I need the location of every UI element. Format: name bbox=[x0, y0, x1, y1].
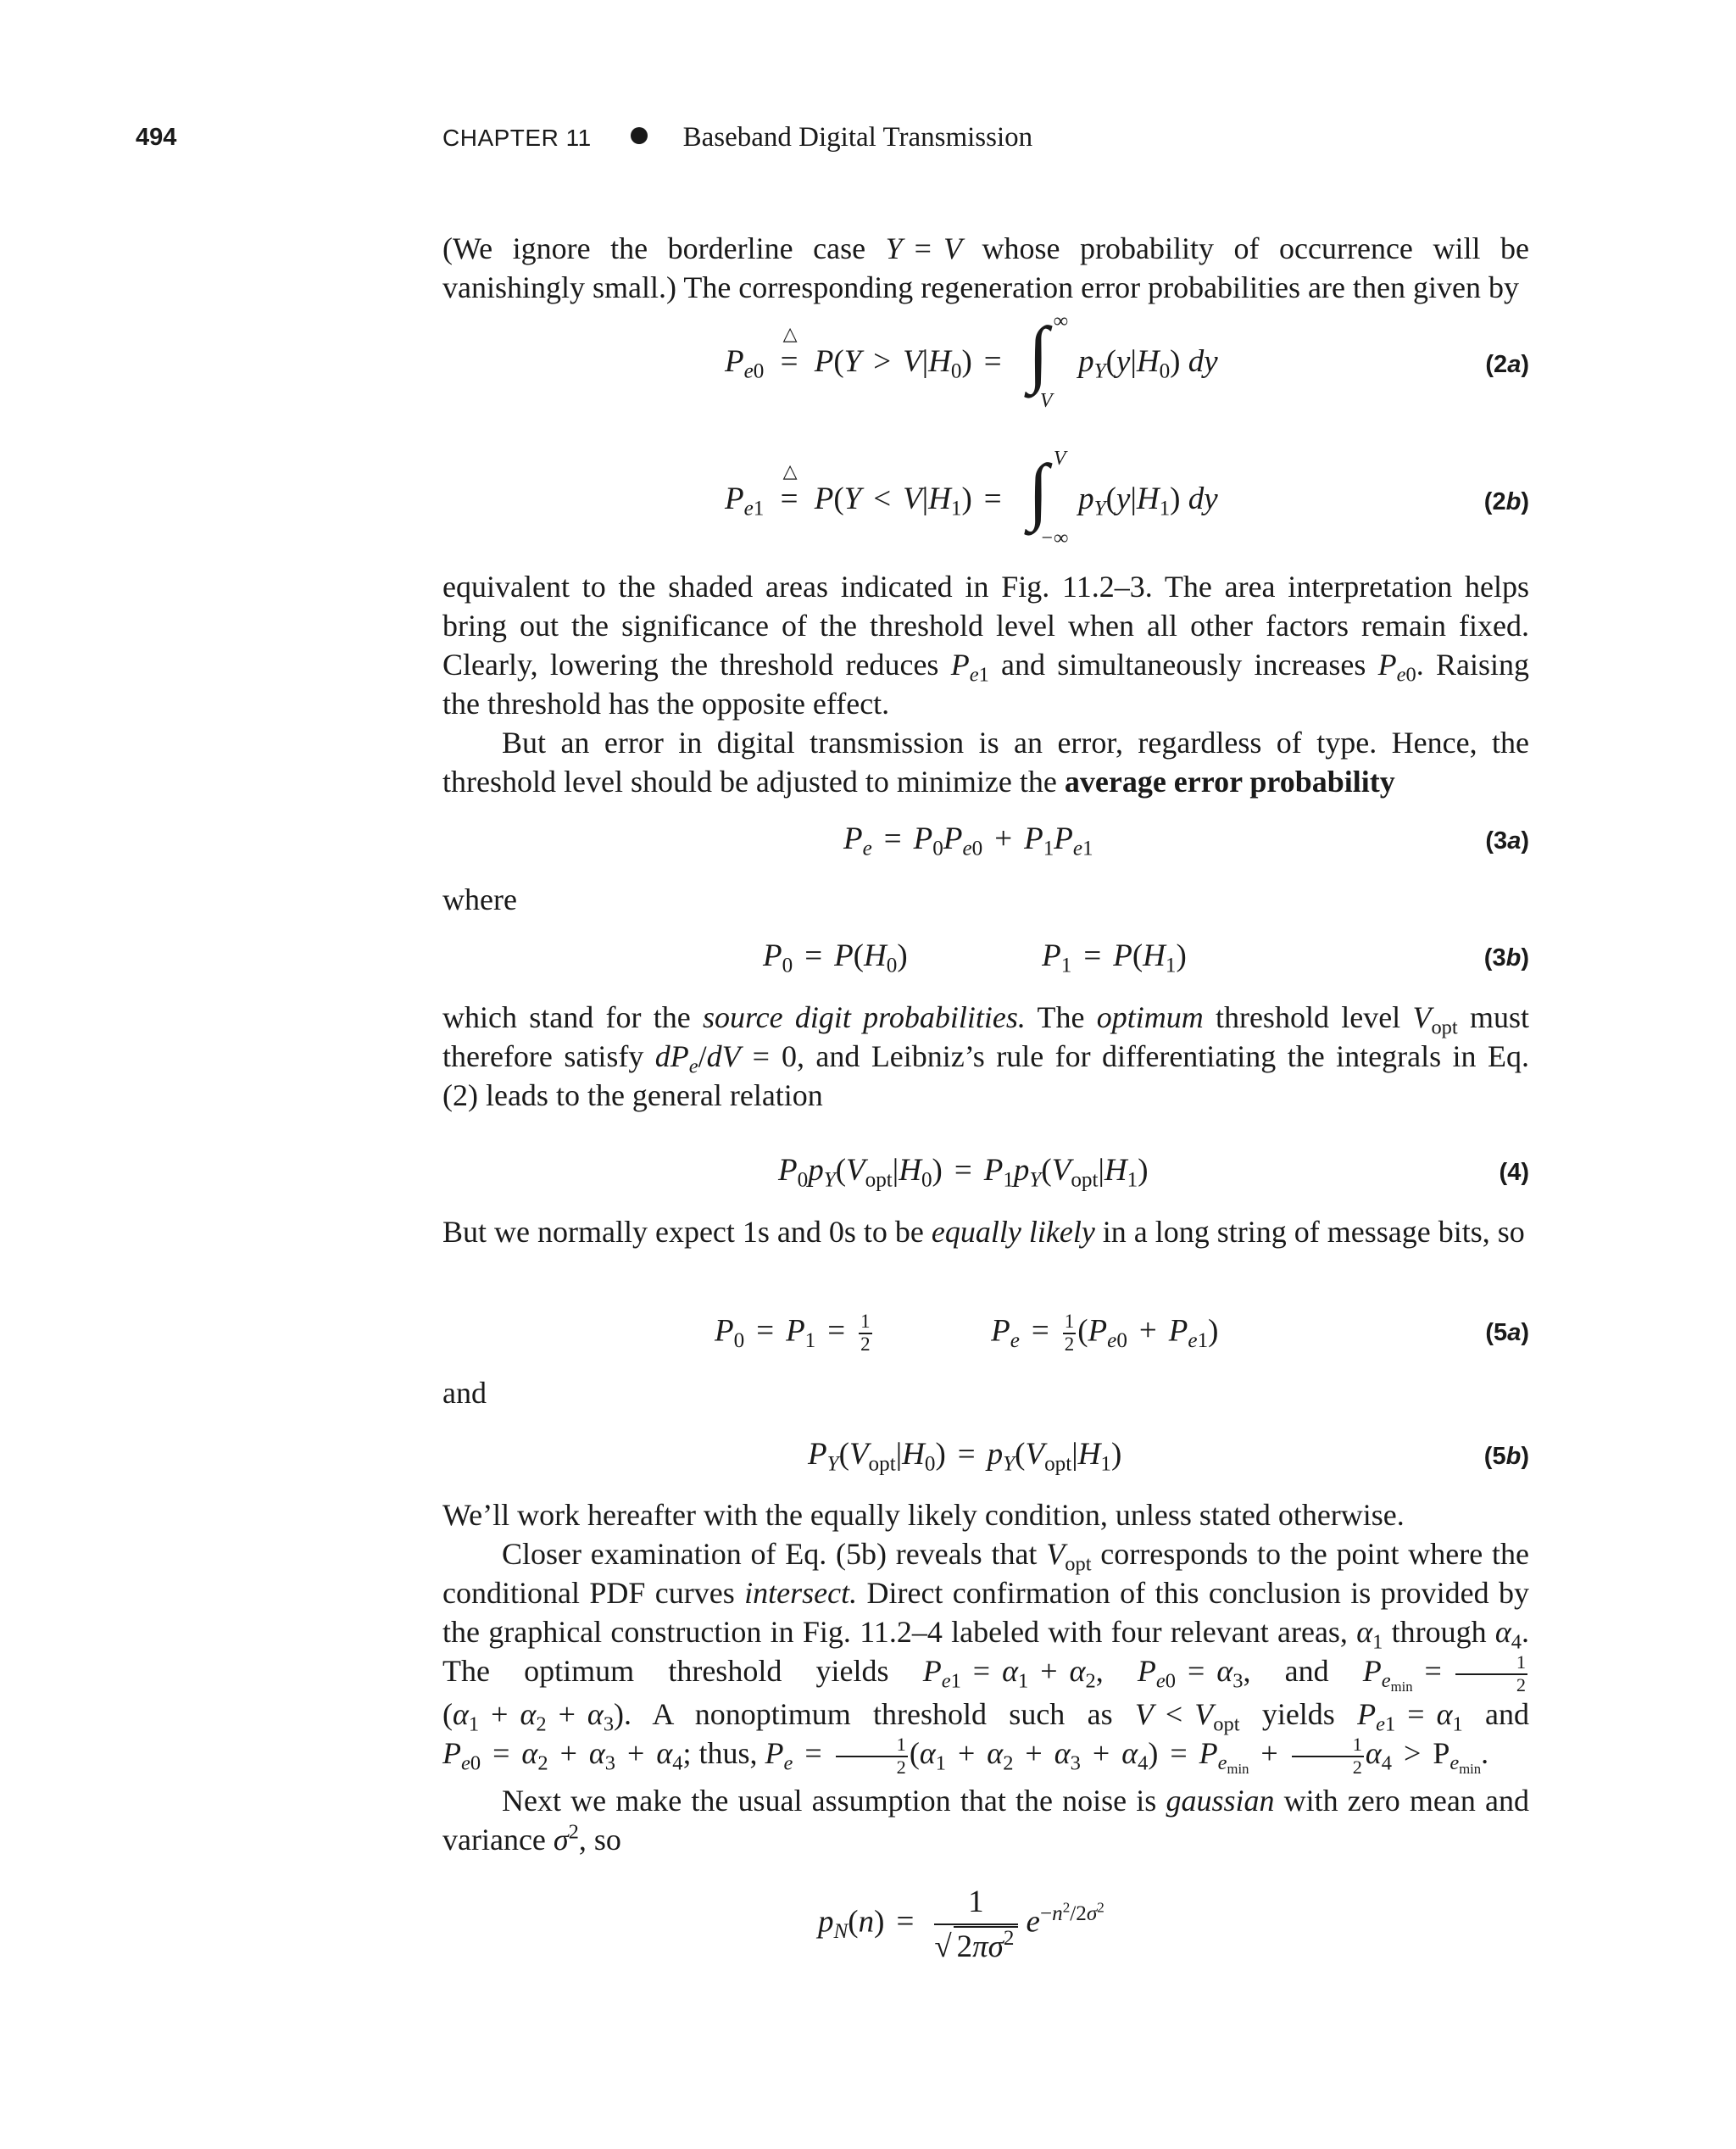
equation-3a: $P_e = P_0P_{e0} + P_1P_{e1}$ bbox=[843, 821, 1093, 860]
equation-number-3b: (3b) bbox=[1483, 944, 1529, 972]
page-number: 494 bbox=[136, 124, 177, 151]
equation-number-3a: (3a) bbox=[1485, 827, 1529, 855]
where-label: where bbox=[442, 882, 517, 916]
paragraph-area-interpretation: equivalent to the shaded areas indicated in Fig. 11.2–3. The area interpretation helps bring out the significance of the threshold level when all other factors remain fixed. Clearly, lowering the threshold reduces $P_{e1}$ and simultaneously increases $P_{e0}$. Raising the threshold has the opposite effect. bbox=[442, 570, 1529, 721]
equation-gaussian-pdf: $p_N(n)$ = $\frac{1}{√ 2\pi\sigma^2}$ $e^{-n^2/2\sigma^2}$ bbox=[818, 1885, 1104, 1964]
equation-3b: $P_0 = P(H_0) P_1 = P(H_1)$ bbox=[763, 938, 1187, 977]
equation-2b: $P_{e1}$ △ = $P(Y < V|H_1)$ = ∫ V −∞ $p_Y(y|H_1)$ dy bbox=[725, 447, 1218, 549]
paragraph-intro: (We ignore the borderline case Y = V whose probability of occurrence will be vanishingly small.) The corresponding regeneration error probabilities are then given by bbox=[442, 231, 1529, 304]
equation-5a: $P_0 = P_1$ = $\frac{1}{2}$ $P_e$ = $\frac{1}{2}$ $(P_{e0} + P_{e1})$ bbox=[715, 1311, 1219, 1355]
paragraph-average-error: But an error in digital transmission is an error, regardless of type. Hence, the threshold level should be adjusted to minimize the average error probability bbox=[442, 726, 1529, 799]
equation-2a: $P_{e0}$ △ = $P(Y > V|H_0)$ = ∫ ∞ V $p_Y(y|H_0)$ dy bbox=[725, 309, 1218, 412]
equation-4: $P_0p_Y(V_{opt}|H_0) = P_1p_Y(V_{opt}|H_1)$ bbox=[778, 1153, 1149, 1192]
bullet-icon bbox=[631, 127, 648, 144]
equation-number-5b: (5b) bbox=[1483, 1443, 1529, 1470]
running-head bbox=[442, 122, 1032, 153]
paragraph-source-digit: which stand for the source digit probabilities. The optimum threshold level $V_{opt}$ must therefore satisfy $dP_e/dV = 0$, and Leibniz’s rule for differentiating the integrals in Eq. (2) leads to the general relation bbox=[442, 1000, 1529, 1112]
equation-number-2a: (2a) bbox=[1485, 351, 1529, 378]
equation-number-4: (4) bbox=[1499, 1159, 1529, 1186]
equation-5b: $P_Y(V_{opt}|H_0) = p_Y(V_{opt}|H_1)$ bbox=[808, 1437, 1122, 1476]
paragraph-hereafter: We’ll work hereafter with the equally likely condition, unless stated otherwise. bbox=[442, 1498, 1405, 1532]
and-label: and bbox=[442, 1376, 487, 1410]
chapter-label: CHAPTER 11 bbox=[442, 125, 592, 151]
equation-number-5a: (5a) bbox=[1485, 1319, 1529, 1346]
paragraph-gaussian: Next we make the usual assumption that the noise is gaussian with zero mean and variance $\sigma^2$, so bbox=[442, 1784, 1530, 1857]
paragraph-equally-likely: But we normally expect 1s and 0s to be equally likely in a long string of message bits, so bbox=[442, 1215, 1525, 1249]
equation-number-2b: (2b) bbox=[1483, 488, 1529, 515]
chapter-title: Baseband Digital Transmission bbox=[682, 122, 1033, 153]
paragraph-intersect: Closer examination of Eq. (5b) reveals that $V_{opt}$ corresponds to the point where the conditional PDF curves intersect. Direct confirmation of this conclusion is provided by the graphical construction in Fig. 11.2–4 labeled with four relevant areas, $\alpha_1$ through $\alpha_4$. The optimum threshold yields $P_{e1} = \alpha_1 + \alpha_2$, $P_{e0} = \alpha_3$, and $P_{e_{min}}$ = $\frac{1}{2}$ $(\alpha_1 + \alpha_2 + \alpha_3)$. A nonoptimum threshold such as $V < V_{opt}$ yields $P_{e1} = \alpha_1$ and $P_{e0} = \alpha_2 + \alpha_3 + \alpha_4$; thus, $P_e$ = $\frac{1}{2}$ $(\alpha_1 + \alpha_2 + \alpha_3 + \alpha_4) = P_{e_{min}}$ + $\frac{1}{2}$ $\alpha_4 > P_{e_{min}}$. bbox=[442, 1537, 1530, 1778]
